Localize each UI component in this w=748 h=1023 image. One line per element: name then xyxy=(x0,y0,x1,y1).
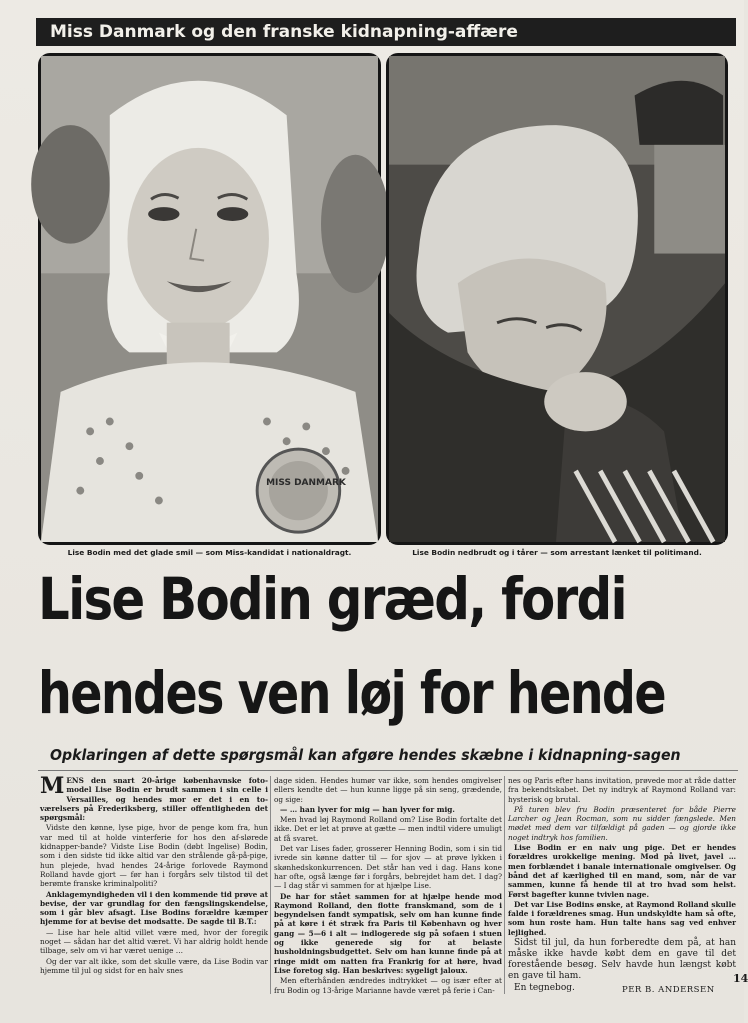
paragraph: De har for stået sammen for at hjælpe hende mod Raymond Rolland, den flotte franskmand, som de i begyndelsen fandt sympatisk, selv om han kunne finde på at køre i ét stræk fra Paris til København og hver gang — 5—6 i alt — indlogerede sig på sofaen i stuen og ikke generede sig for at belaste husholdningsbudgettet. Selv om han kunne finde på at ringe midt om natten fra Frankrig for at høre, hvad Lise foretog sig. Han beskrives: sygeligt jaloux. xyxy=(274,891,502,975)
paragraph: Men efterhånden ændredes indtrykket — og især efter at fru Bodin og 13-årige Marianne havde været på ferie i Can- xyxy=(274,976,502,995)
photo-caption-right: Lise Bodin nedbrudt og i tårer — som arrestant lænket til politimand. xyxy=(412,548,702,557)
kicker-banner: Miss Danmark og den franske kidnapning-affære xyxy=(36,18,736,46)
paragraph: En tegnebog. xyxy=(514,983,575,994)
paragraph: På turen blev fru Bodin præsenteret for både Pierre Larcher og Jean Rocman, som nu sidder fængslede. Men mødet med dem var tilfældigt på gaden — og gjorde ikke noget indtryk hos familien. xyxy=(508,804,736,842)
paragraph: Lise Bodin er en naiv ung pige. Det er hendes forældres urokkelige mening. Mod på livet, javel … men forblændet i banale internationale omgivelser. Og bånd det af kærlighed til en mand, som, når de var sammen, kunne få hende til at tro hvad som helst. Først bagefter kunne tvivlen nage. xyxy=(508,843,736,899)
column-top-rule xyxy=(38,770,738,771)
headline-line-1: Lise Bodin græd, fordi xyxy=(38,565,626,633)
paragraph: Det var Lise Bodins ønske, at Raymond Rolland skulle falde i forældrenes smag. Hun undskyldte ham så ofte, som hun roste ham. Hun talte hans sag ved enhver lejlighed. xyxy=(508,899,736,937)
paragraph: Det var Lises fader, grosserer Henning Bodin, som i sin tid ivrede sin kønne datter til — for sjov — at prøve lykken i skønhedskonkurrencen. Det står han ved i dag. Hans kone har ofte, også længe før i forgårs, bebrejdet ham det. I dag? — I dag står vi sammen for at hjælpe Lise. xyxy=(274,844,502,891)
paragraph: — Lise har hele altid villet være med, hvor der foregik noget — sådan har det altid været. Vi har aldrig holdt hende tilbage, selv om vi har været uenige … xyxy=(40,927,268,956)
photo-lise-crying xyxy=(386,53,728,545)
paragraph: Sidst til jul, da hun forberedte dem på, at han måske ikke havde købt dem en gave til det forestående besøg. Selv havde hun længst købt en gave til ham. xyxy=(508,938,736,982)
photo-crying-illustration xyxy=(389,56,725,542)
article-column-3 xyxy=(508,776,736,998)
paragraph: dage siden. Hendes humør var ikke, som hendes omgivelser ellers kendte det — hun kunne ligge på sin seng, grædende, og sige: xyxy=(274,776,502,804)
page-number: 14 xyxy=(733,972,748,985)
paragraph: Men hvad løj Raymond Rolland om? Lise Bodin fortalte det ikke. Det er let at prøve at gætte — men indtil videre umuligt at få svaret. xyxy=(274,815,502,843)
quote: — … han lyver for mig — han lyver for mig. xyxy=(280,804,455,814)
article-lead xyxy=(40,773,268,823)
paragraph: nes og Paris efter hans invitation, prøvede mor at råde datter fra bekendtskabet. Det ny indtryk af Raymond Rolland var: hysterisk og brutal. xyxy=(508,776,736,804)
headline-line-2: hendes ven løj for hende xyxy=(38,659,665,727)
photo-caption-left: Lise Bodin med det glade smil — som Miss-kandidat i nationaldragt. xyxy=(67,548,352,557)
paragraph: Og der var alt ikke, som det skulle være, da Lise Bodin var hjemme til jul og sidst for en halv snes xyxy=(40,956,268,975)
column-divider xyxy=(270,776,271,994)
paragraph: Anklagemyndigheden vil i den kommende tid prøve at bevise, der var grundlag for den fængslingskendelse, som i går blev afsagt. Lise Bodins forældre kæmper hjemme for at bevise det modsatte. De sagde til B.T.: xyxy=(40,889,268,927)
drop-cap: M xyxy=(40,773,65,799)
miss-danmark-badge: MISS DANMARK xyxy=(266,478,346,488)
subheadline: Opklaringen af dette spørgsmål kan afgøre hendes skæbne i kidnapning-sagen xyxy=(50,746,681,764)
byline: PER B. ANDERSEN xyxy=(622,985,715,995)
photo-lise-smiling xyxy=(38,53,381,545)
column-divider xyxy=(504,776,505,994)
paragraph: Vidste den kønne, lyse pige, hvor de penge kom fra, hun var med til at holde vinterferie for hos den af-slørede kidnapper-bande? Vidste Lise Bodin (døbt Ingelise) Bodin, som i den sidste tid ikke altid var den strålende gå-på-pige, hun plejede, hvad hendes 24-årige forlovede Raymond Rolland havde gjort — før han i forgårs selv tilstod til det berømte franske kriminalpoliti? xyxy=(40,823,268,889)
article-column-2 xyxy=(274,776,502,998)
lead-text: ENS den snart 20-årige københavnske foto-model Lise Bodin er brudt sammen i sin celle i Versailles, og hendes mor er det i en to-værelsers på Frederiksberg, stiller offentligheden det spørgsmål: xyxy=(40,776,268,823)
photo-smiling-illustration xyxy=(41,56,378,542)
article-column-1 xyxy=(40,773,268,998)
